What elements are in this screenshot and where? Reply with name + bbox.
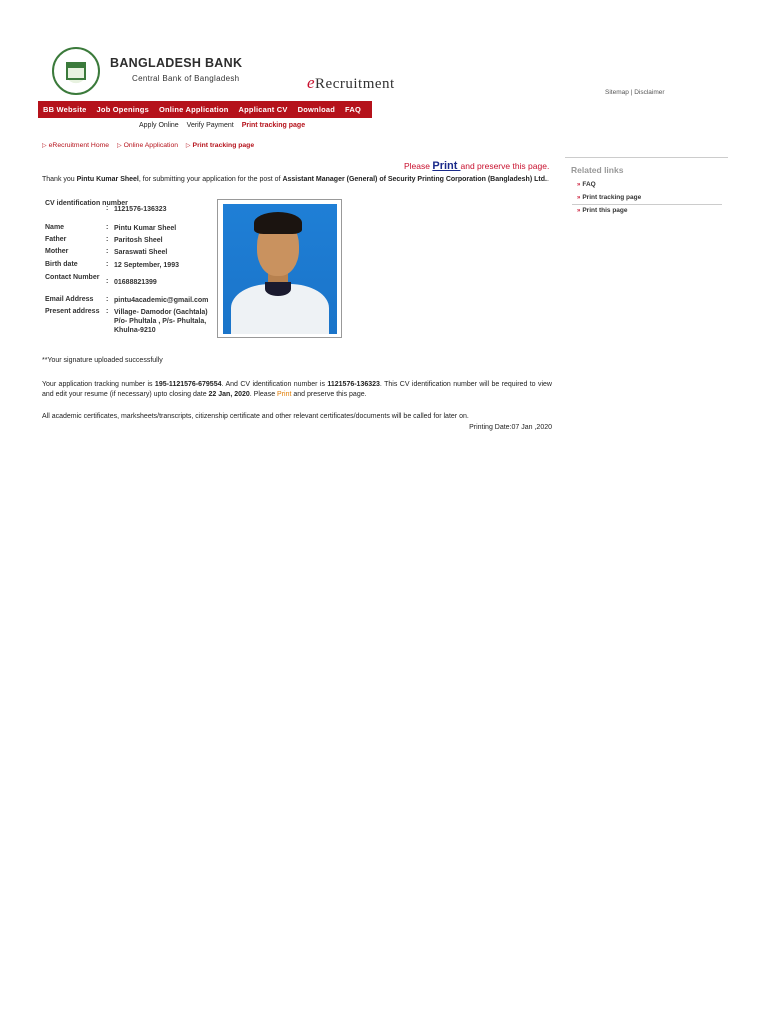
sidebar-item-print-tracking[interactable]: » Print tracking page (577, 194, 642, 201)
breadcrumb-online-application[interactable]: Online Application (123, 142, 179, 149)
person-photo-icon (223, 204, 337, 334)
nav-applicant-cv[interactable]: Applicant CV (238, 105, 288, 114)
sub-nav (139, 122, 311, 129)
bangladesh-bank-logo-icon (52, 47, 100, 95)
contact-value: 01688821399 (114, 279, 157, 286)
triangle-right-icon: ▷ (42, 143, 47, 149)
nav-bb-website[interactable]: BB Website (43, 105, 87, 114)
tracking-number: 195-1121576-679554 (154, 381, 222, 388)
subnav-verify-payment[interactable]: Verify Payment (186, 122, 234, 129)
top-links: Sitemap | Disclaimer (605, 89, 665, 96)
mother-value: Saraswati Sheel (114, 249, 168, 256)
breadcrumb (42, 142, 260, 149)
print-link[interactable]: Print (432, 160, 461, 172)
sidebar-divider (565, 157, 728, 158)
tracking-message: Your application tracking number is 195-1121576-679554. And CV identification number is 1121576-136323. This CV identification number will be required to view and edit your resume (if necessary) upto closing date 22 Jan, 2020. Please Print and preserve this page. (42, 381, 552, 398)
bank-subtitle: Central Bank of Bangladesh (132, 74, 240, 83)
nav-online-application[interactable]: Online Application (158, 105, 229, 114)
subnav-apply-online[interactable]: Apply Online (139, 122, 179, 129)
bank-name: BANGLADESH BANK (110, 56, 243, 70)
thank-you-message: Thank you Pintu Kumar Sheel, for submitting your application for the post of Assistant Manager (General) of Security Printing Corporation (Bangladesh) Ltd.. (42, 176, 549, 183)
nav-download[interactable]: Download (297, 105, 336, 114)
erecruitment-logo: eRecruitment (307, 73, 395, 92)
main-nav (38, 101, 372, 118)
cv-number: 1121576-136323 (327, 381, 380, 388)
signature-status: **Your signature uploaded successfully (42, 357, 163, 364)
arrow-right-icon: » (577, 208, 581, 214)
applicant-photo (217, 199, 342, 338)
print-link-inline[interactable]: Print (277, 391, 292, 398)
nav-faq[interactable]: FAQ (345, 105, 362, 114)
address-line-1: Village- Damodor (Gachtala) (114, 309, 208, 316)
address-line-2: P/o- Phultala , P/s- Phultala, (114, 318, 207, 325)
arrow-right-icon: » (577, 182, 581, 188)
print-instruction: Please Print and preserve this page. (404, 160, 550, 172)
sidebar-item-faq[interactable]: » FAQ (577, 181, 596, 188)
name-value: Pintu Kumar Sheel (114, 225, 177, 232)
certificates-note: All academic certificates, marksheets/transcripts, citizenship certificate and other relevant certificates/documents will be called for later on. (42, 413, 469, 420)
related-links-title: Related links (571, 165, 624, 175)
cv-id-value: 1121576-136323 (114, 206, 167, 213)
address-line-3: Khulna-9210 (114, 327, 156, 334)
sidebar-item-divider (572, 204, 722, 205)
triangle-right-icon: ▷ (185, 143, 191, 149)
father-value: Paritosh Sheel (114, 237, 163, 244)
email-value: pintu4academic@gmail.com (114, 297, 209, 304)
breadcrumb-home[interactable]: eRecruitment Home (48, 142, 110, 149)
arrow-right-icon: » (577, 195, 581, 201)
triangle-right-icon: ▷ (116, 143, 122, 149)
printing-date: Printing Date:07 Jan ,2020 (469, 424, 552, 431)
nav-job-openings[interactable]: Job Openings (96, 105, 149, 114)
closing-date: 22 Jan, 2020 (208, 391, 250, 398)
sidebar-item-print-page[interactable]: » Print this page (577, 207, 628, 214)
breadcrumb-current: Print tracking page (192, 142, 255, 149)
subnav-print-tracking[interactable]: Print tracking page (241, 122, 306, 129)
birth-date-value: 12 September, 1993 (114, 262, 179, 269)
sitemap-link[interactable]: Sitemap (605, 89, 629, 96)
disclaimer-link[interactable]: Disclaimer (634, 89, 665, 96)
